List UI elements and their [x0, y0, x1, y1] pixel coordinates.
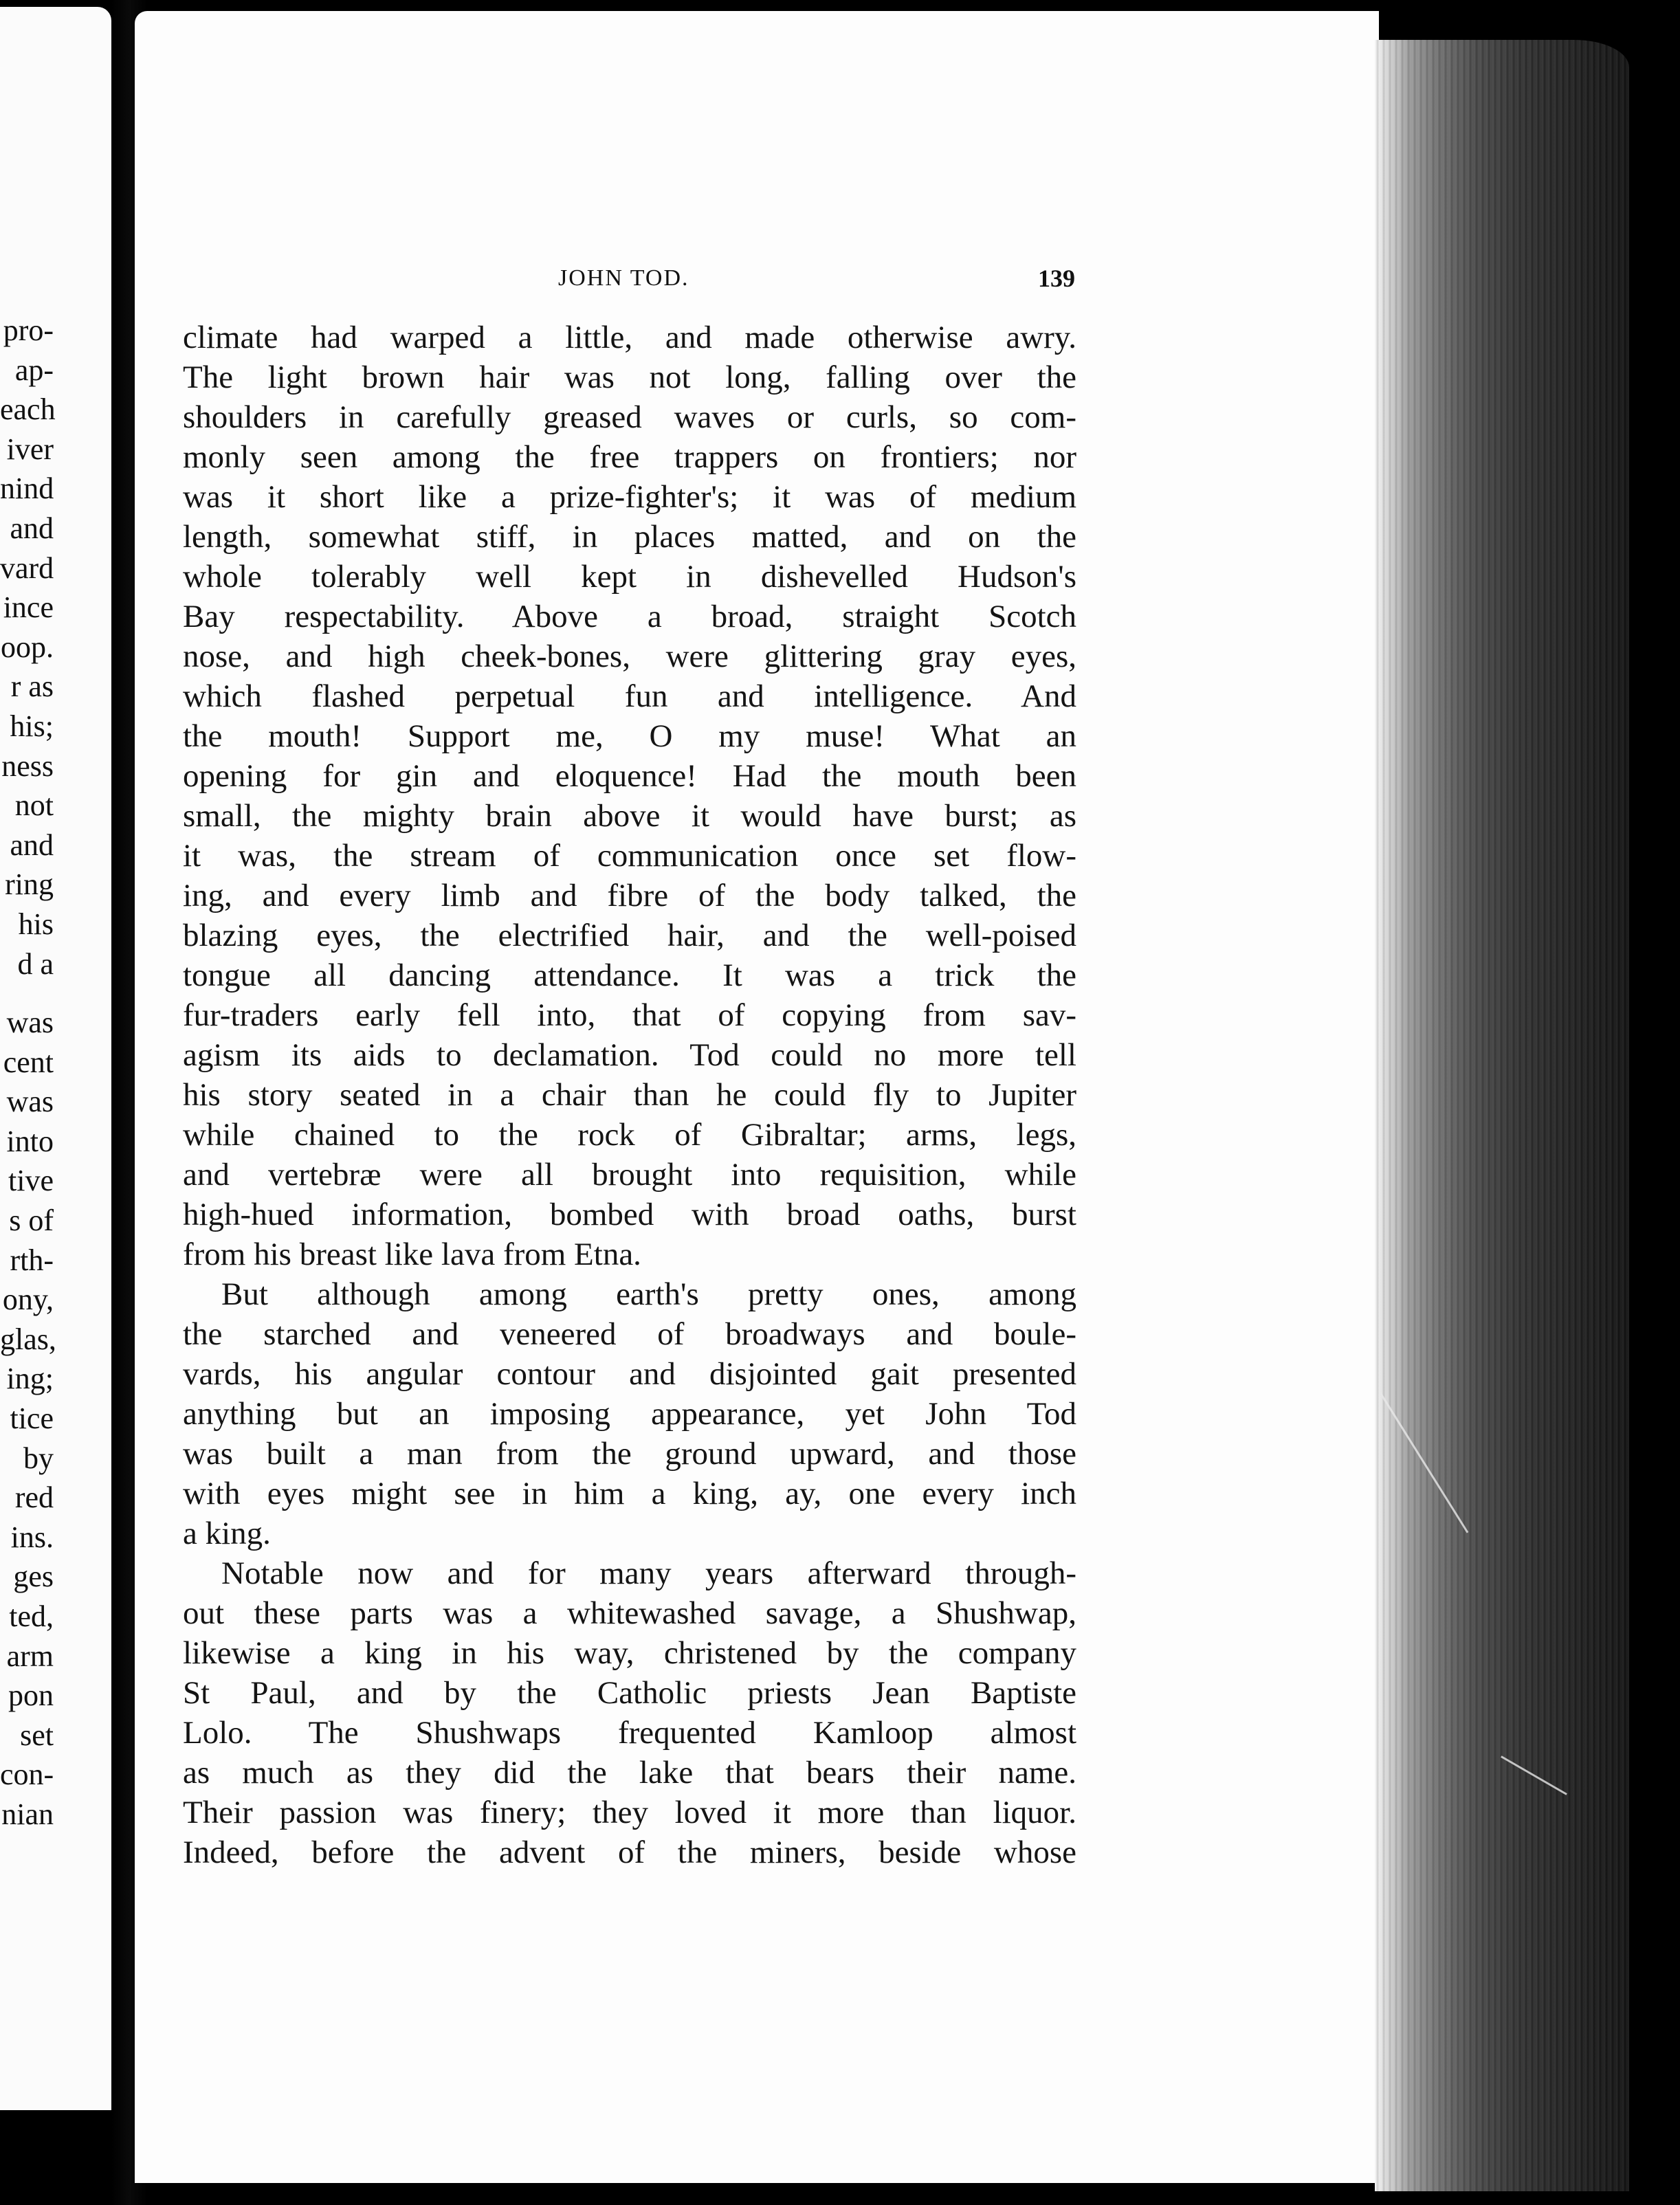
left-fragment: ins.: [10, 1520, 54, 1554]
text-line: nose, and high cheek-bones, were glittering gray eyes,: [183, 639, 1076, 674]
left-fragment: rth-: [10, 1243, 54, 1277]
text-line: with eyes might see in him a king, ay, one every inch: [183, 1476, 1076, 1511]
text-line: and vertebræ were all brought into requisition, while: [183, 1157, 1076, 1193]
left-fragment: d a: [17, 946, 54, 981]
text-line: as much as they did the lake that bears their name.: [183, 1755, 1076, 1791]
left-fragment: pro-: [3, 313, 54, 347]
text-line: fur-traders early fell into, that of copying from sav-: [183, 997, 1076, 1033]
left-fragment: ness: [1, 749, 54, 783]
text-line: monly seen among the free trappers on frontiers; nor: [183, 439, 1076, 475]
left-fragment: iver: [6, 432, 54, 466]
text-line: blazing eyes, the electrified hair, and the well-poised: [183, 918, 1076, 953]
left-fragment: not: [14, 788, 54, 823]
text-line: But although among earth's pretty ones, among: [221, 1276, 1076, 1312]
left-fragment: tive: [8, 1164, 54, 1198]
left-fragment: by: [23, 1441, 54, 1475]
text-line: climate had warped a little, and made otherwise awry.: [183, 320, 1076, 355]
left-fragment: ap-: [14, 353, 54, 387]
text-line: his story seated in a chair than he could fly to Jupiter: [183, 1077, 1076, 1113]
left-fragment: oop.: [1, 630, 54, 664]
text-line: small, the mighty brain above it would have burst; as: [183, 798, 1076, 834]
text-line: the mouth! Support me, O my muse! What an: [183, 718, 1076, 754]
text-line: Indeed, before the advent of the miners, beside whose: [183, 1835, 1076, 1870]
text-line: ing, and every limb and fibre of the body talked, the: [183, 878, 1076, 913]
text-line: Their passion was finery; they loved it more than liquor.: [183, 1795, 1076, 1830]
left-fragment: nian: [1, 1797, 54, 1831]
text-line: Notable now and for many years afterward through-: [221, 1555, 1076, 1591]
left-fragment: ony,: [2, 1283, 54, 1317]
left-fragment: his: [18, 907, 54, 941]
left-fragment: r as: [10, 669, 54, 704]
running-head: JOHN TOD.: [558, 265, 689, 291]
text-line: it was, the stream of communication once set flow-: [183, 838, 1076, 874]
text-line: tongue all dancing attendance. It was a trick the: [183, 957, 1076, 993]
left-fragment: into: [6, 1124, 54, 1158]
left-fragment: ring: [5, 867, 54, 902]
left-fragment: and: [10, 828, 54, 862]
left-fragment: pon: [8, 1678, 54, 1713]
left-fragment: his;: [10, 709, 54, 743]
left-fragment: tice: [10, 1401, 54, 1436]
text-line: length, somewhat stiff, in places matted, and on the: [183, 519, 1076, 555]
left-fragment: arm: [6, 1639, 54, 1673]
text-line: from his breast like lava from Etna.: [183, 1237, 641, 1272]
left-fragment: ing;: [6, 1362, 54, 1396]
text-line: opening for gin and eloquence! Had the mouth been: [183, 758, 1076, 794]
left-facing-page: [0, 7, 111, 2110]
text-line: the starched and veneered of broadways and boule-: [183, 1316, 1076, 1352]
left-fragment: con-: [0, 1758, 54, 1792]
left-fragment: set: [20, 1718, 54, 1752]
text-line: high-hued information, bombed with broad oaths, burst: [183, 1197, 1076, 1232]
left-fragment: ince: [3, 590, 54, 625]
text-line: out these parts was a whitewashed savage, a Shushwap,: [183, 1595, 1076, 1631]
left-fragment: vard: [0, 551, 54, 585]
book-fore-edge: [1375, 40, 1629, 2191]
body-text: [183, 318, 1076, 1872]
left-fragment: cent: [3, 1045, 54, 1079]
text-line: Bay respectability. Above a broad, straight Scotch: [183, 599, 1076, 634]
text-line: was it short like a prize-fighter's; it was of medium: [183, 479, 1076, 515]
left-fragment: ges: [13, 1560, 54, 1594]
edge-scratch-mark: [1501, 1755, 1567, 1795]
left-fragment: ted,: [9, 1599, 54, 1633]
text-line: Lolo. The Shushwaps frequented Kamloop almost: [183, 1715, 1076, 1751]
text-line: whole tolerably well kept in dishevelled Hudson's: [183, 559, 1076, 595]
left-fragment: and: [10, 511, 54, 545]
text-line: The light brown hair was not long, falling over the: [183, 359, 1076, 395]
left-fragment: red: [14, 1481, 54, 1515]
left-page-text-fragments: [0, 311, 111, 1835]
left-fragment: was: [6, 1085, 54, 1119]
text-line: likewise a king in his way, christened by the company: [183, 1635, 1076, 1671]
text-line: while chained to the rock of Gibraltar; arms, legs,: [183, 1117, 1076, 1153]
left-fragment: was: [6, 1006, 54, 1040]
left-fragment: each: [0, 392, 56, 427]
text-line: was built a man from the ground upward, and those: [183, 1436, 1076, 1472]
text-line: a king.: [183, 1516, 271, 1551]
left-fragment: glas,: [0, 1322, 56, 1356]
page-number: 139: [1038, 265, 1075, 292]
left-fragment: nind: [0, 472, 54, 506]
text-line: St Paul, and by the Catholic priests Jean Baptiste: [183, 1675, 1076, 1711]
edge-scratch-mark: [1380, 1392, 1469, 1533]
text-line: which flashed perpetual fun and intelligence. And: [183, 678, 1076, 714]
text-line: anything but an imposing appearance, yet John Tod: [183, 1396, 1076, 1432]
text-line: shoulders in carefully greased waves or curls, so com-: [183, 399, 1076, 435]
text-line: agism its aids to declamation. Tod could no more tell: [183, 1037, 1076, 1073]
left-fragment: s of: [9, 1204, 54, 1238]
text-line: vards, his angular contour and disjointed gait presented: [183, 1356, 1076, 1392]
